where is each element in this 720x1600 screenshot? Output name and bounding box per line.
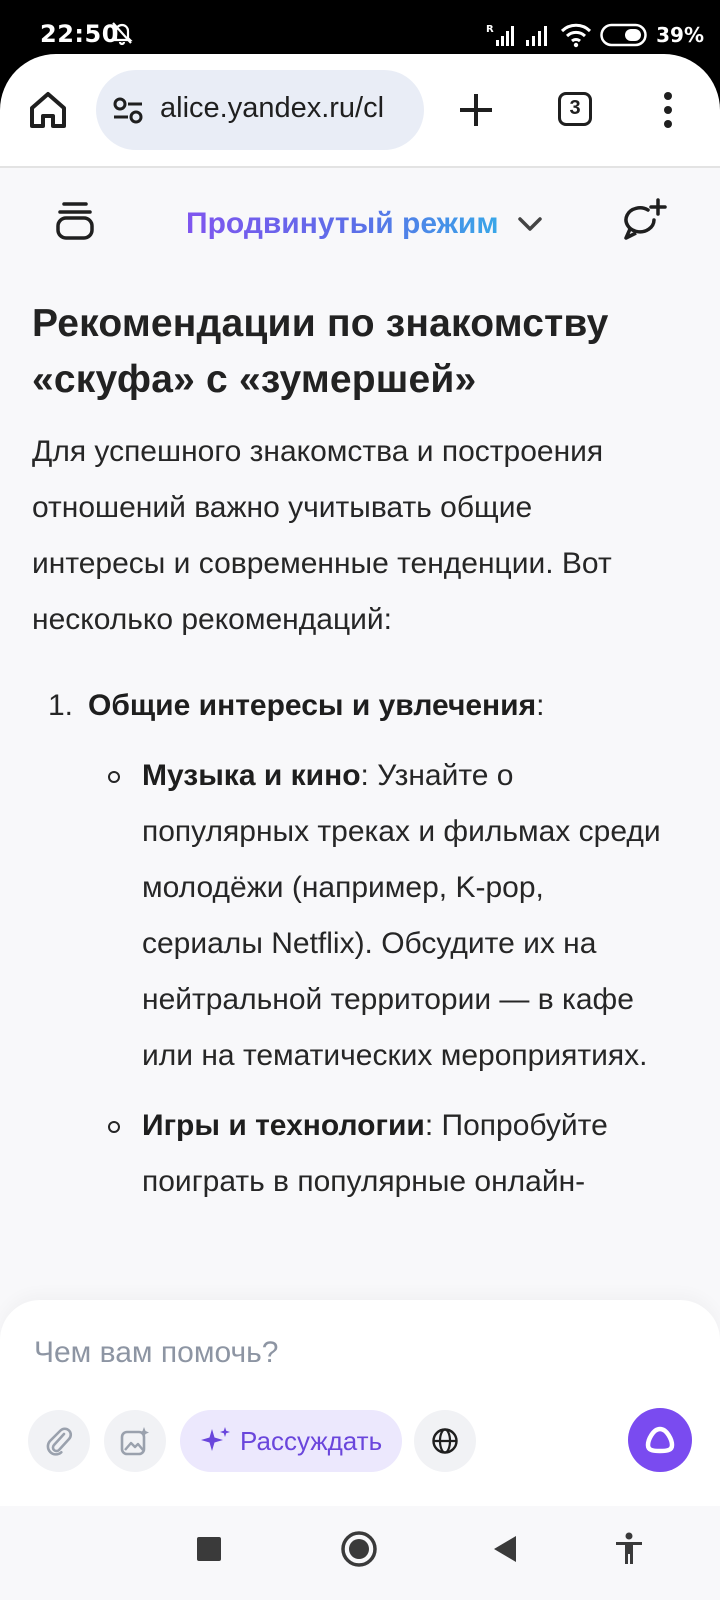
image-generate-button[interactable] (104, 1410, 166, 1472)
status-icons (486, 20, 704, 50)
attach-button[interactable] (28, 1410, 90, 1472)
mode-selector[interactable] (186, 202, 543, 246)
battery-percent: 39% (656, 23, 704, 47)
web-search-button[interactable] (414, 1410, 476, 1472)
url-text[interactable]: alice.yandex.ru/cl (160, 92, 385, 124)
sparkle-icon (200, 1425, 232, 1457)
signal-icon (524, 22, 552, 48)
bullet-circle (108, 771, 120, 783)
wifi-icon (560, 22, 592, 48)
alice-logo-icon (643, 1423, 677, 1457)
assistant-answer (32, 296, 672, 1210)
mute-bell-icon (110, 20, 134, 46)
reason-button[interactable] (180, 1410, 402, 1472)
chat-topnav (0, 168, 720, 278)
paperclip-icon (44, 1426, 74, 1456)
svg-text:R: R (486, 24, 494, 35)
site-settings-icon[interactable] (112, 96, 144, 124)
recents-square-icon[interactable] (196, 1536, 222, 1562)
list-item-suffix: : (536, 689, 545, 722)
list-item (32, 678, 672, 734)
home-circle-icon[interactable] (340, 1530, 378, 1568)
address-bar[interactable] (96, 70, 424, 150)
message-input[interactable]: Чем вам помочь? (34, 1336, 279, 1369)
status-bar (0, 0, 720, 62)
system-nav-bar (0, 1506, 720, 1600)
back-triangle-icon[interactable] (492, 1534, 518, 1564)
chat-history-icon[interactable] (54, 198, 96, 242)
signal-roaming-icon (486, 22, 516, 48)
image-sparkle-icon (119, 1425, 151, 1457)
answer-title: Рекомендации по знакомству «скуфа» с «зумершей» (32, 302, 609, 401)
browser-toolbar (0, 54, 720, 168)
globe-icon (430, 1426, 460, 1456)
home-icon[interactable] (26, 88, 70, 132)
chevron-down-icon[interactable] (517, 215, 543, 233)
list-number: 1. (48, 689, 74, 722)
bullet-text: : Узнайте о популярных треках и фильмах среди молодёжи (например, K-pop, сериалы Netflix). Обсудите их на нейтральной территории — в кафе или на тематических мероприятиях. (142, 759, 661, 1072)
list-item-title: Общие интересы и увлечения (88, 689, 537, 722)
bullet-item (142, 1098, 672, 1210)
tabs-icon[interactable]: 3 (558, 92, 592, 126)
reason-label[interactable]: Рассуждать (240, 1425, 383, 1456)
status-time: 22:50 (40, 20, 119, 48)
bullet-title: Игры и технологии (142, 1109, 425, 1142)
battery-icon (600, 23, 648, 47)
bullet-circle (108, 1121, 120, 1133)
bullet-text: : Попробуйте поиграть в популярные онлайн- (142, 1109, 608, 1198)
new-tab-plus-icon[interactable] (456, 90, 496, 130)
bullet-title: Музыка и кино (142, 759, 361, 792)
mode-label[interactable]: Продвинутый режим (186, 207, 499, 240)
bullet-item (142, 748, 672, 1084)
answer-intro: Для успешного знакомства и построения отношений важно учитывать общие интересы и современные тенденции. Вот несколько рекомендаций: (32, 435, 612, 636)
chat-composer (0, 1300, 720, 1506)
alice-voice-button[interactable] (628, 1408, 692, 1472)
new-chat-icon[interactable] (620, 196, 668, 244)
accessibility-icon[interactable] (614, 1532, 644, 1566)
more-menu-icon[interactable] (656, 90, 680, 130)
